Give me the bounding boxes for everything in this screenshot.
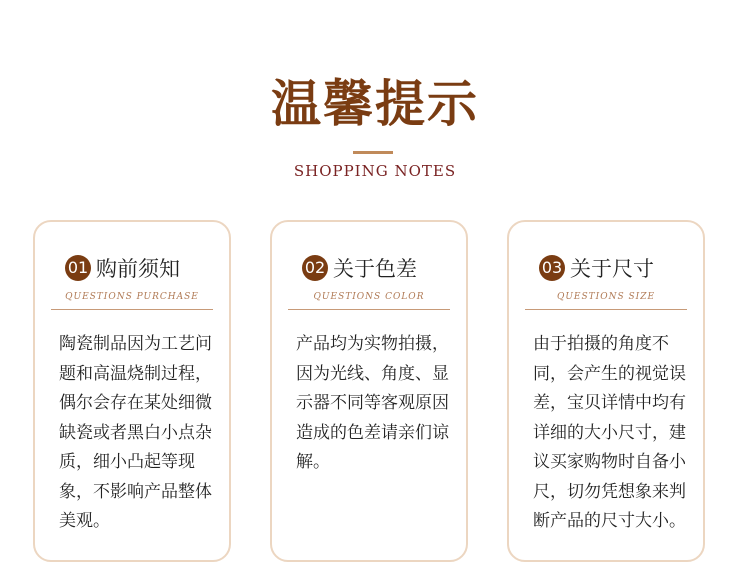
card-header [302, 254, 417, 282]
card-subtitle: QUESTIONS COLOR [313, 292, 425, 302]
card-subtitle: QUESTIONS PURCHASE [65, 292, 199, 302]
card-header [65, 254, 180, 282]
card-header [539, 254, 654, 282]
card-title: 购前须知 [96, 257, 180, 281]
card-body-text: 由于拍摄的角度不同，会产生的视觉误差，宝贝详情中均有详细的大小尺寸，建议买家购物时自备小尺，切勿凭想象来判断产品的尺寸大小。 [533, 334, 686, 531]
card-body-text: 产品均为实物拍摄，因为光线、角度、显示器不同等客观原因造成的色差请亲们谅解。 [296, 334, 449, 472]
card-divider [288, 309, 450, 310]
card-subtitle: QUESTIONS SIZE [556, 292, 656, 302]
page-title: 温馨提示 [271, 74, 479, 133]
card-title: 关于尺寸 [570, 257, 654, 281]
card-title: 关于色差 [333, 257, 417, 281]
card-color-notes [270, 220, 468, 562]
card-number-badge: 02 [302, 255, 328, 281]
card-number-badge: 03 [539, 255, 565, 281]
page-subtitle: SHOPPING NOTES [293, 162, 457, 180]
card-body-text: 陶瓷制品因为工艺问题和高温烧制过程，偶尔会存在某处细微缺瓷或者黑白小点杂质，细小凸起等现象，不影响产品整体美观。 [59, 334, 212, 531]
card-divider [525, 309, 687, 310]
title-divider [353, 151, 393, 154]
card-number-badge: 01 [65, 255, 91, 281]
card-size-notes [507, 220, 705, 562]
card-divider [51, 309, 213, 310]
card-purchase-notes [33, 220, 231, 562]
